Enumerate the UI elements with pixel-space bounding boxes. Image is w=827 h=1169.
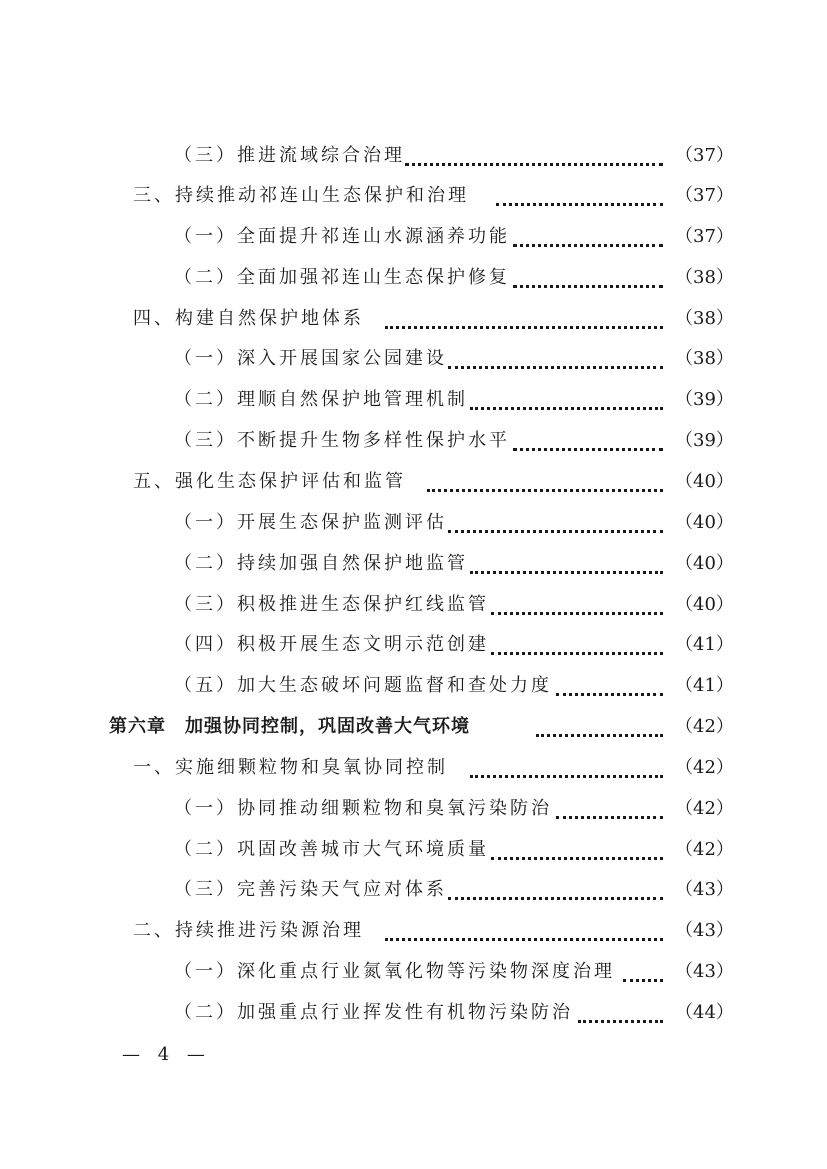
toc-page-number: （39）: [675, 389, 734, 410]
toc-entry: [174, 141, 405, 171]
toc-line: [0, 590, 827, 620]
toc-entry-label: （一）深化重点行业氮氧化物等污染物深度治理: [174, 961, 615, 982]
leader-dots: [470, 403, 663, 410]
toc-entry: [174, 508, 447, 538]
toc-page-number: （42）: [675, 839, 734, 860]
leader-dots: [385, 322, 663, 329]
toc-line: [0, 712, 827, 742]
toc-entry: [174, 222, 510, 252]
toc-entry-label: （三）不断提升生物多样性保护水平: [174, 430, 510, 451]
toc-entry-label: （二）巩固改善城市大气环境质量: [174, 839, 489, 860]
leader-dots: [513, 240, 663, 247]
leader-dots: [448, 893, 663, 900]
leader-dots: [578, 1016, 663, 1023]
toc-line: [0, 794, 827, 824]
toc-page-number: （37）: [675, 226, 734, 247]
toc-page-number: （42）: [675, 716, 734, 737]
toc-page-number: （43）: [675, 879, 734, 900]
leader-dots: [470, 567, 663, 574]
toc-entry: [174, 957, 615, 987]
leader-dots: [427, 485, 663, 492]
toc-entry-label: （二）持续加强自然保护地监管: [174, 553, 468, 574]
toc-page-number: （43）: [675, 920, 734, 941]
toc-page-number: （39）: [675, 430, 734, 451]
leader-dots: [556, 812, 663, 819]
toc-line: [0, 671, 827, 701]
toc-page-number: （37）: [675, 145, 734, 166]
toc-chapter-entry: [109, 712, 470, 742]
toc-entry: [174, 385, 468, 415]
toc-line: [0, 549, 827, 579]
toc-line: [0, 875, 827, 905]
toc-entry: [174, 835, 489, 865]
leader-dots: [536, 730, 663, 737]
toc-entry: [174, 998, 573, 1028]
toc-line: [0, 835, 827, 865]
toc-line: [0, 385, 827, 415]
toc-line: [0, 426, 827, 456]
leader-dots: [496, 199, 663, 206]
toc-entry-label: （一）深入开展国家公园建设: [174, 348, 447, 369]
leader-dots: [491, 608, 663, 615]
page-number-footer: — 4 —: [122, 1044, 211, 1065]
toc-page-number: （40）: [675, 594, 734, 615]
toc-entry-label: （一）开展生态保护监测评估: [174, 512, 447, 533]
toc-line: [0, 344, 827, 374]
leader-dots: [448, 526, 663, 533]
toc-entry-label: （三）推进流域综合治理: [174, 145, 405, 166]
toc-page-number: （38）: [675, 348, 734, 369]
toc-page-number: （41）: [675, 634, 734, 655]
toc-entry: [174, 549, 468, 579]
toc-line: [0, 181, 827, 211]
toc-entry-label: （三）完善污染天气应对体系: [174, 879, 447, 900]
toc-entry-label: 第六章 加强协同控制，巩固改善大气环境: [109, 716, 470, 737]
toc-line: [0, 141, 827, 171]
leader-dots: [385, 934, 663, 941]
toc-entry: [133, 467, 406, 497]
leader-dots: [491, 853, 663, 860]
toc-page-number: （40）: [675, 512, 734, 533]
toc-line: [0, 263, 827, 293]
toc-entry-label: （三）积极推进生态保护红线监管: [174, 594, 489, 615]
toc-entry-label: （二）理顺自然保护地管理机制: [174, 389, 468, 410]
toc-entry-label: （一）协同推动细颗粒物和臭氧污染防治: [174, 798, 552, 819]
toc-entry-label: 四、构建自然保护地体系: [133, 308, 364, 329]
toc-line: [0, 222, 827, 252]
toc-entry-label: （五）加大生态破坏问题监督和查处力度: [174, 675, 552, 696]
leader-dots: [556, 689, 663, 696]
toc-line: [0, 998, 827, 1028]
toc-entry: [133, 304, 364, 334]
toc-entry-label: （二）全面加强祁连山生态保护修复: [174, 267, 510, 288]
leader-dots: [448, 362, 663, 369]
toc-page-number: （44）: [675, 1002, 734, 1023]
toc-line: [0, 467, 827, 497]
toc-line: [0, 957, 827, 987]
toc-line: [0, 304, 827, 334]
toc-page-number: （41）: [675, 675, 734, 696]
toc-entry: [174, 671, 552, 701]
leader-dots: [470, 771, 663, 778]
leader-dots: [405, 159, 663, 166]
toc-entry-label: 一、实施细颗粒物和臭氧协同控制: [133, 757, 448, 778]
toc-page-number: （40）: [675, 471, 734, 492]
toc-entry-label: （四）积极开展生态文明示范创建: [174, 634, 489, 655]
toc-page-number: （37）: [675, 185, 734, 206]
leader-dots: [513, 281, 663, 288]
toc-page-number: （38）: [675, 308, 734, 329]
toc-page-number: （42）: [675, 757, 734, 778]
toc-entry: [174, 344, 447, 374]
toc-page-number: （40）: [675, 553, 734, 574]
toc-line: [0, 753, 827, 783]
leader-dots: [491, 648, 663, 655]
toc-entry: [174, 630, 489, 660]
toc-line: [0, 508, 827, 538]
leader-dots: [513, 444, 663, 451]
toc-entry: [174, 794, 552, 824]
toc-entry: [174, 590, 489, 620]
toc-page-number: （38）: [675, 267, 734, 288]
toc-entry: [133, 916, 364, 946]
toc-page-number: （42）: [675, 798, 734, 819]
toc-line: [0, 916, 827, 946]
toc-entry: [174, 875, 447, 905]
toc-entry-label: （一）全面提升祁连山水源涵养功能: [174, 226, 510, 247]
toc-entry-label: 五、强化生态保护评估和监管: [133, 471, 406, 492]
leader-dots: [623, 975, 663, 982]
toc-line: [0, 630, 827, 660]
toc-entry-label: 二、持续推进污染源治理: [133, 920, 364, 941]
toc-entry: [133, 753, 448, 783]
toc-entry: [133, 181, 469, 211]
toc-entry: [174, 263, 510, 293]
toc-entry-label: 三、持续推动祁连山生态保护和治理: [133, 185, 469, 206]
toc-entry: [174, 426, 510, 456]
toc-entry-label: （二）加强重点行业挥发性有机物污染防治: [174, 1002, 573, 1023]
toc-page-number: （43）: [675, 961, 734, 982]
